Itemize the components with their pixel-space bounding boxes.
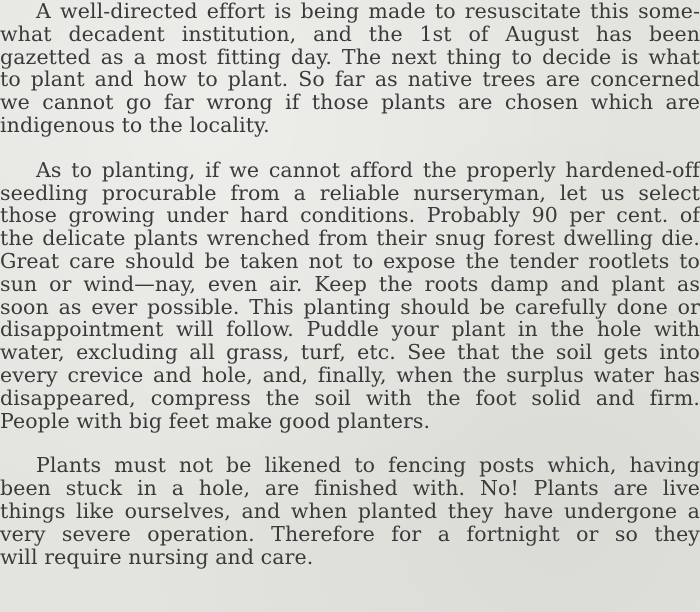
text-line: what decadent institution, and the 1st of August has been bbox=[0, 21, 700, 46]
text-line: water, excluding all grass, turf, etc. See that the soil gets into bbox=[0, 340, 700, 365]
text-line: sun or wind—nay, even air. Keep the roots damp and plant as bbox=[0, 271, 700, 296]
paragraph-2 bbox=[0, 159, 700, 433]
text-line: disappeared, compress the soil with the foot solid and firm. bbox=[0, 385, 700, 410]
text-line: People with big feet make good planters. bbox=[0, 408, 431, 433]
text-line: to plant and how to plant. So far as native trees are concerned bbox=[0, 67, 700, 92]
text-line: disappointment will follow. Puddle your plant in the hole with bbox=[0, 317, 700, 342]
text-line: been stuck in a hole, are finished with. No! Plants are live bbox=[0, 476, 700, 501]
paragraph-1 bbox=[0, 0, 700, 137]
text-line: gazetted as a most fitting day. The next thing to decide is what bbox=[0, 44, 700, 69]
text-line: very severe operation. Therefore for a fortnight or so they bbox=[0, 521, 700, 546]
text-line: every crevice and hole, and, finally, when the surplus water has bbox=[0, 362, 700, 387]
paragraph-3 bbox=[0, 454, 700, 568]
text-line: those growing under hard conditions. Probably 90 per cent. of bbox=[0, 203, 700, 228]
text-line: we cannot go far wrong if those plants are chosen which are bbox=[0, 90, 700, 115]
text-line: Great care should be taken not to expose the tender rootlets to bbox=[0, 248, 700, 273]
text-line: will require nursing and care. bbox=[0, 544, 314, 569]
text-line: seedling procurable from a reliable nurseryman, let us select bbox=[0, 180, 700, 205]
text-line: Plants must not be likened to fencing posts which, having bbox=[36, 453, 700, 478]
text-line: soon as ever possible. This planting should be carefully done or bbox=[0, 294, 700, 319]
text-line: As to planting, if we cannot afford the properly hardened-off bbox=[36, 157, 700, 182]
text-line: things like ourselves, and when planted they have undergone a bbox=[0, 498, 700, 523]
text-line: A well-directed effort is being made to resuscitate this some- bbox=[36, 0, 700, 23]
text-line: indigenous to the locality. bbox=[0, 112, 270, 137]
text-line: the delicate plants wrenched from their snug forest dwelling die. bbox=[0, 226, 700, 251]
